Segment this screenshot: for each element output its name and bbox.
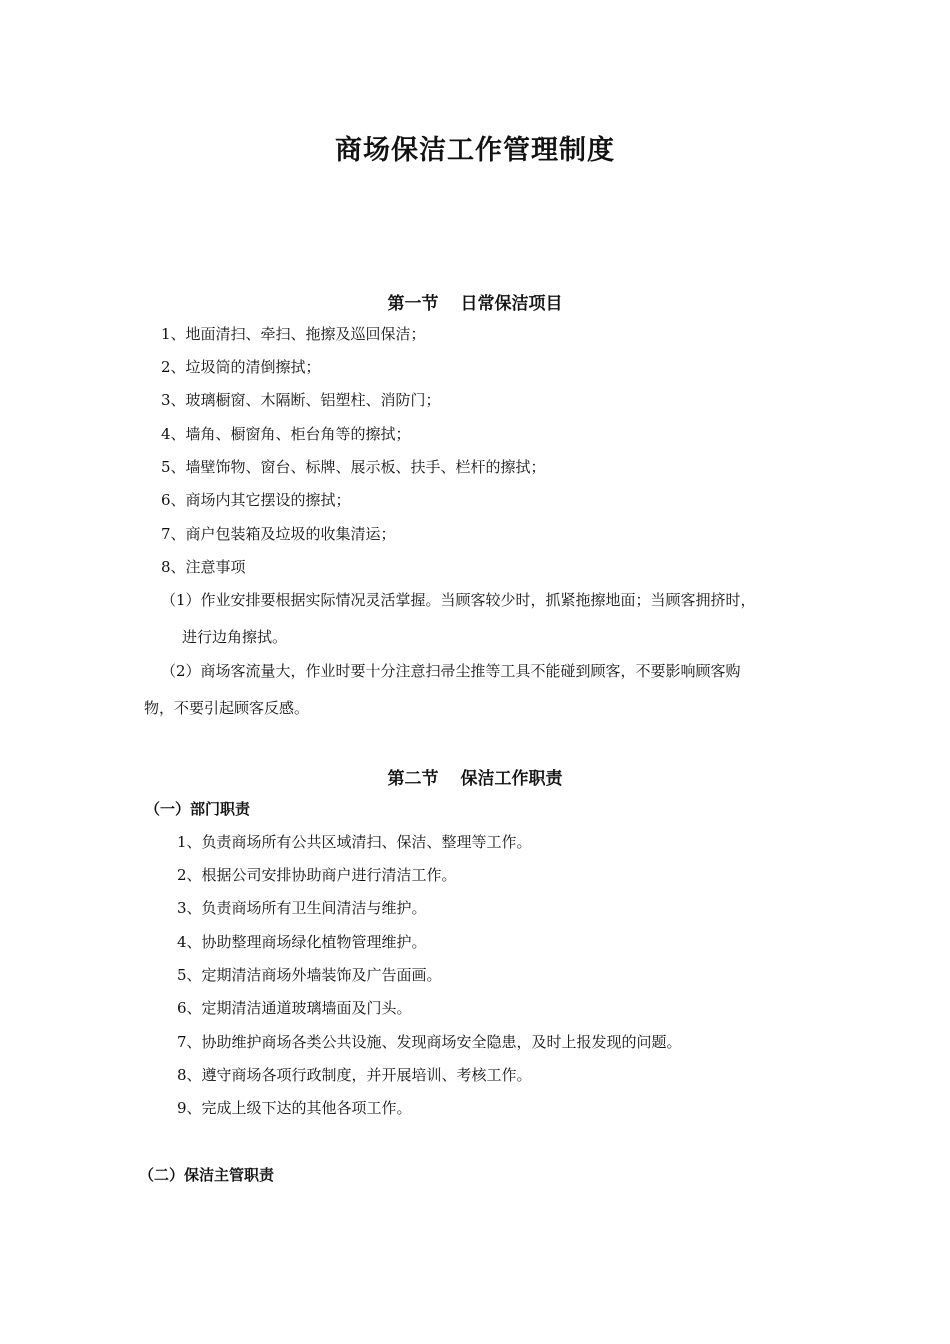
list-item: 9、完成上级下达的其他各项工作。 xyxy=(177,1099,412,1117)
document-title: 商场保洁工作管理制度 xyxy=(335,135,615,166)
section-1-name: 日常保洁项目 xyxy=(460,294,563,314)
section-1-number: 第一节 xyxy=(387,294,439,314)
list-item: 3、负责商场所有卫生间清洁与维护。 xyxy=(177,899,427,917)
list-item: 6、商场内其它摆设的擦拭； xyxy=(161,491,351,509)
section-2-name: 保洁工作职责 xyxy=(460,769,563,789)
list-item: 7、商户包装箱及垃圾的收集清运； xyxy=(161,525,396,543)
list-item: 8、遵守商场各项行政制度，并开展培训、考核工作。 xyxy=(177,1066,532,1084)
list-item: 5、墙壁饰物、窗台、标牌、展示板、扶手、栏杆的擦拭； xyxy=(161,458,546,476)
list-item: 4、墙角、橱窗角、柜台角等的擦拭； xyxy=(161,425,411,443)
section-2-heading xyxy=(0,764,950,789)
list-item: 1、负责商场所有公共区域清扫、保洁、整理等工作。 xyxy=(177,833,532,851)
note-line: （2）商场客流量大，作业时要十分注意扫帚尘推等工具不能碰到顾客，不要影响顾客购 xyxy=(161,662,741,680)
list-item: 2、根据公司安排协助商户进行清洁工作。 xyxy=(177,866,457,884)
list-item: 6、定期清洁通道玻璃墙面及门头。 xyxy=(177,999,412,1017)
note-line: 物，不要引起顾客反感。 xyxy=(144,699,310,717)
list-item: 2、垃圾筒的清倒擦拭； xyxy=(161,358,321,376)
note-line: （1）作业安排要根据实际情况灵活掌握。当顾客较少时，抓紧拖擦地面；当顾客拥挤时， xyxy=(161,591,756,609)
list-item: 1、地面清扫、牵扫、拖擦及巡回保洁； xyxy=(161,325,426,343)
subsection-1-title: （一）部门职责 xyxy=(145,800,251,818)
section-1-heading xyxy=(0,289,950,314)
subsection-2-title: （二）保洁主管职责 xyxy=(139,1166,275,1184)
list-item: 4、协助整理商场绿化植物管理维护。 xyxy=(177,933,427,951)
note-line: 进行边角擦拭。 xyxy=(182,628,288,646)
list-item: 7、协助维护商场各类公共设施、发现商场安全隐患，及时上报发现的问题。 xyxy=(177,1033,682,1051)
list-item: 8、注意事项 xyxy=(161,558,246,576)
list-item: 3、玻璃橱窗、木隔断、铝塑柱、消防门； xyxy=(161,391,441,409)
list-item: 5、定期清洁商场外墙装饰及广告面画。 xyxy=(177,966,442,984)
section-2-number: 第二节 xyxy=(387,769,439,789)
